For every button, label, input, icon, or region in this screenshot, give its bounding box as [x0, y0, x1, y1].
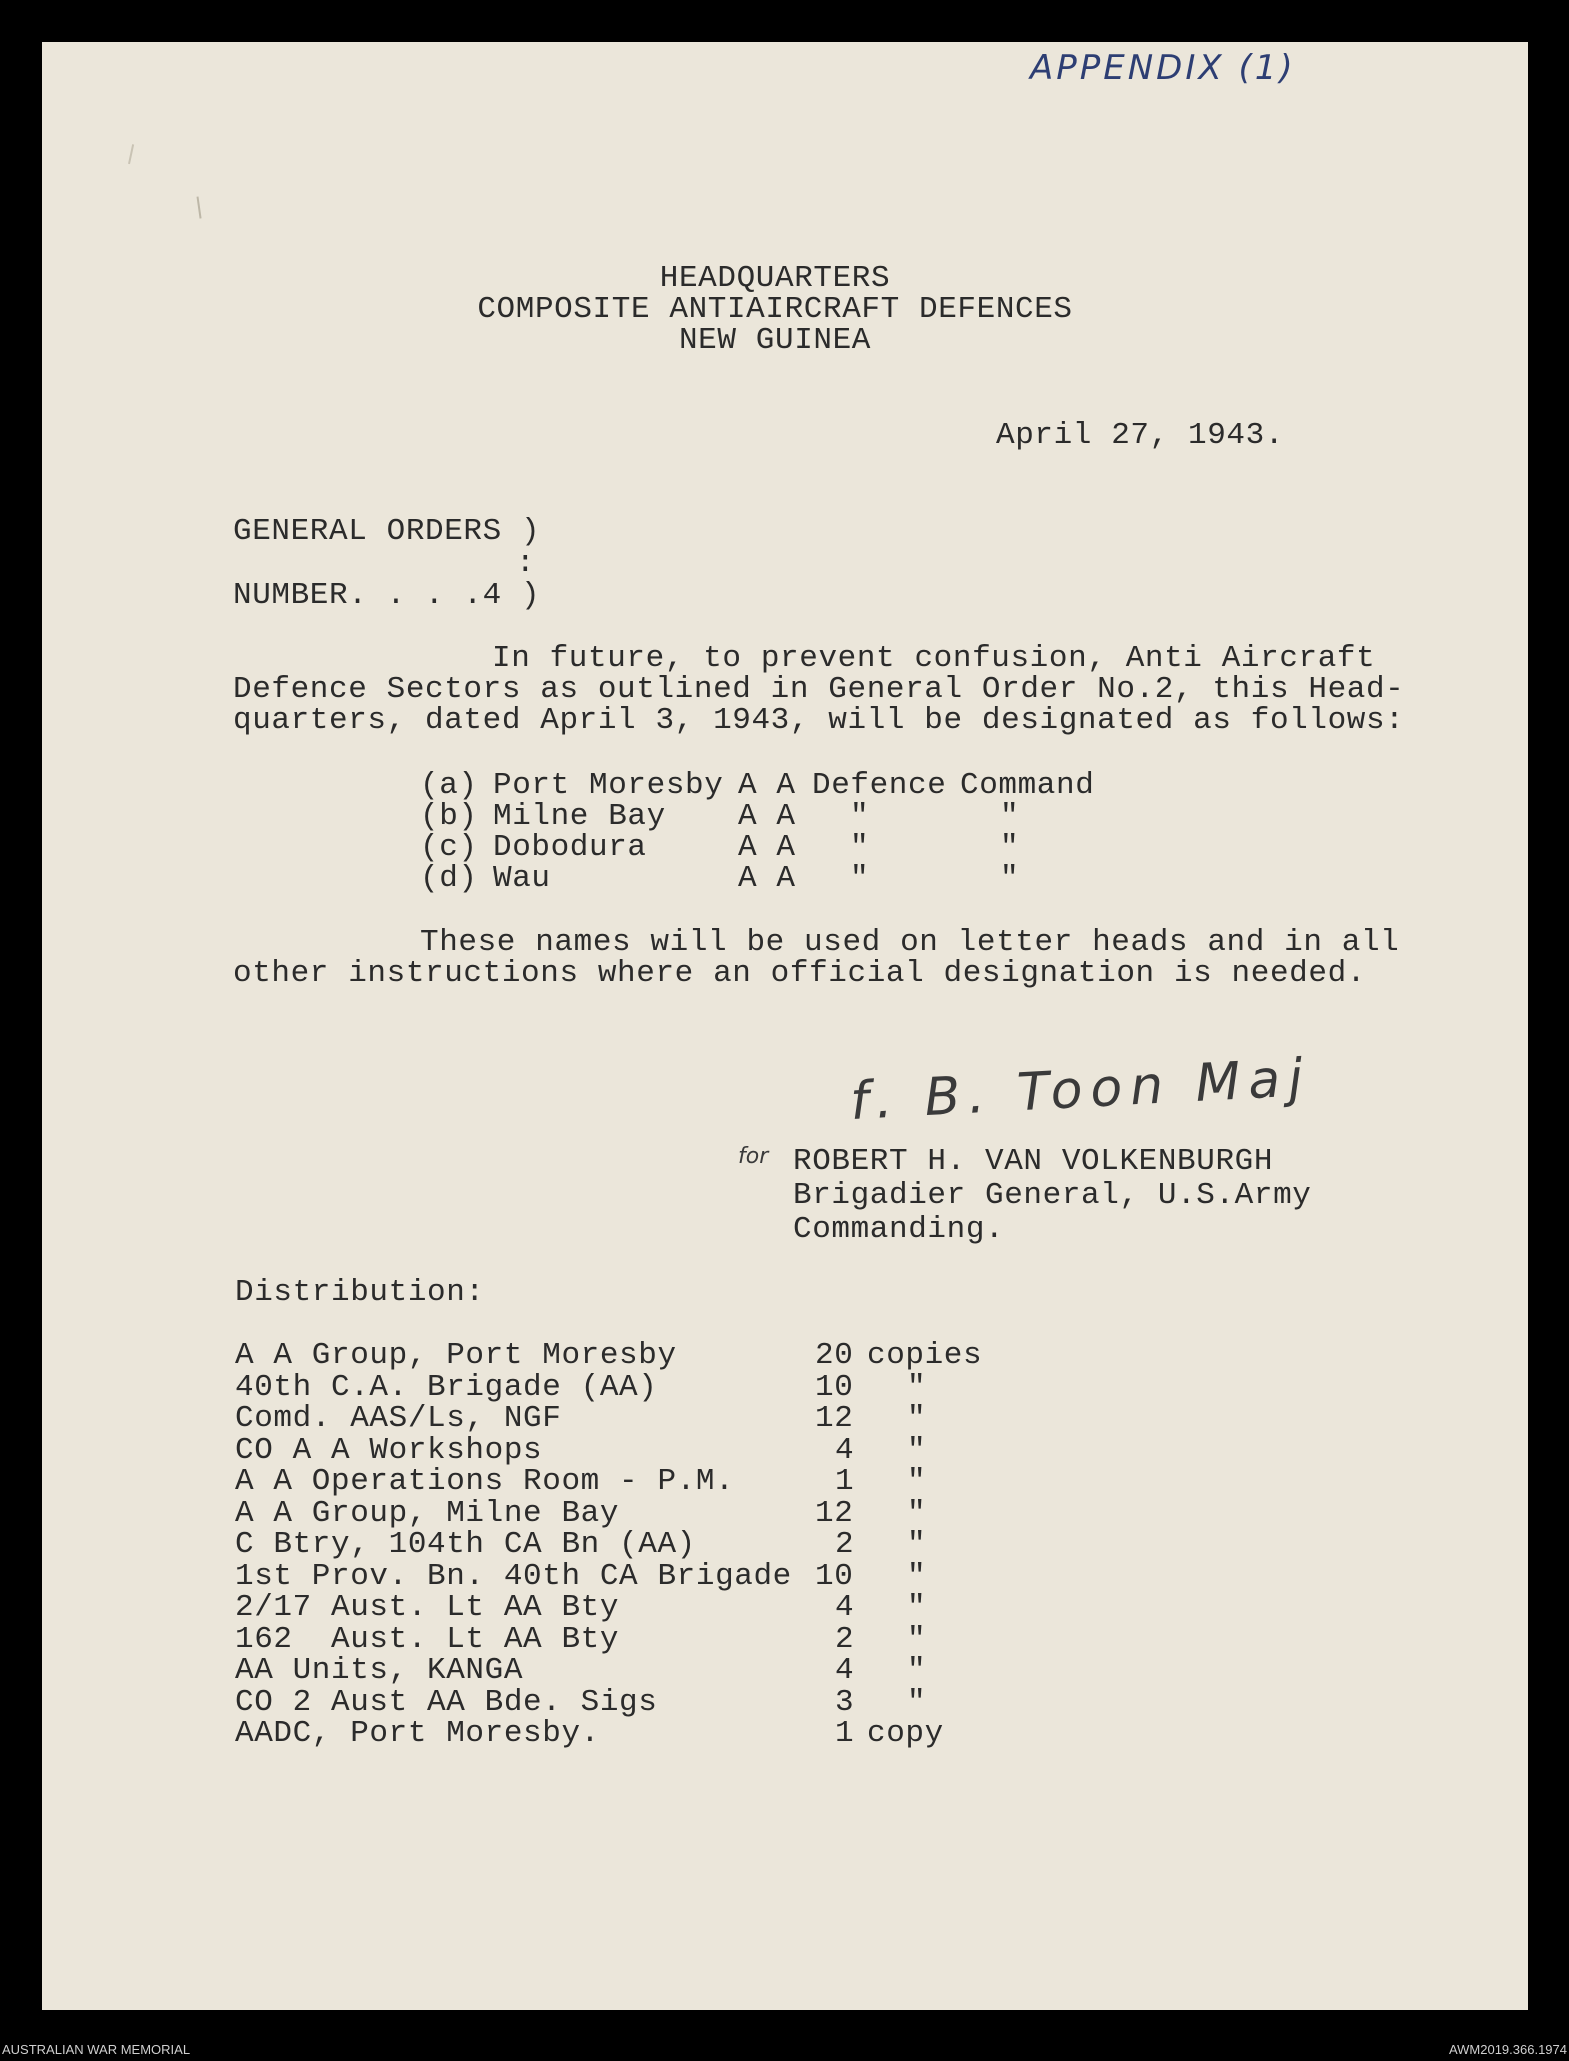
footer-accession-number: AWM2019.366.1974	[1448, 2042, 1567, 2057]
body-para1-line2: Defence Sectors as outlined in General Order No.2, this Head-	[233, 672, 1405, 707]
distribution-row	[235, 1529, 1035, 1561]
distribution-quantity: 3	[835, 1684, 855, 1720]
distribution-copies: "	[907, 1653, 927, 1688]
distribution-unit: A A Group, Milne Bay	[235, 1495, 620, 1531]
distribution-unit: 2/17 Aust. Lt AA Bty	[235, 1590, 620, 1625]
designation-col1: "	[850, 830, 870, 865]
designation-col2: "	[1000, 830, 1020, 865]
distribution-quantity: 20	[815, 1338, 854, 1373]
signatory-name: ROBERT H. VAN VOLKENBURGH	[793, 1144, 1274, 1179]
signature-scrawl: f. B. Toon Maj	[848, 1047, 1313, 1133]
document-date: April 27, 1943.	[996, 418, 1285, 453]
distribution-row	[235, 1403, 1035, 1435]
distribution-unit: CO A A Workshops	[235, 1432, 543, 1468]
designation-letter: (a)	[420, 768, 478, 803]
distribution-copies: "	[907, 1621, 927, 1657]
designation-aa: A A	[738, 768, 796, 803]
distribution-quantity: 4	[835, 1590, 855, 1625]
distribution-unit: AA Units, KANGA	[235, 1653, 524, 1688]
distribution-row	[235, 1684, 1035, 1720]
distribution-quantity: 4	[835, 1432, 855, 1468]
distribution-row	[235, 1718, 1035, 1750]
footer-archive-name: AUSTRALIAN WAR MEMORIAL	[2, 2042, 191, 2057]
distribution-row	[235, 1592, 1035, 1624]
designation-row	[420, 832, 1220, 864]
distribution-unit: 1st Prov. Bn. 40th CA Brigade	[235, 1558, 792, 1594]
designation-place: Wau	[493, 861, 551, 896]
distribution-copies: "	[907, 1495, 927, 1531]
designation-col2: "	[1000, 861, 1020, 896]
orders-colon: :	[516, 546, 536, 581]
designation-letter: (c)	[420, 830, 478, 865]
body-para2-line1: These names will be used on letter heads and in all	[420, 925, 1400, 960]
distribution-heading: Distribution:	[235, 1275, 485, 1310]
general-orders-label: GENERAL ORDERS )	[233, 514, 541, 549]
distribution-unit: C Btry, 104th CA Bn (AA)	[235, 1527, 696, 1562]
header-headquarters: HEADQUARTERS	[659, 261, 891, 296]
designation-col1: "	[850, 799, 870, 834]
designation-col1: "	[850, 861, 870, 896]
distribution-copies: copy	[867, 1716, 944, 1751]
distribution-row	[235, 1621, 1035, 1657]
body-para1-line3: quarters, dated April 3, 1943, will be designated as follows:	[233, 703, 1405, 738]
designation-place: Port Moresby	[493, 768, 724, 803]
designation-row	[420, 770, 1220, 802]
distribution-copies: "	[907, 1590, 927, 1625]
distribution-unit: A A Operations Room - P.M.	[235, 1464, 735, 1499]
designation-row	[420, 863, 1220, 895]
header-location: NEW GUINEA	[678, 323, 872, 358]
designation-letter: (b)	[420, 799, 478, 834]
distribution-quantity: 4	[835, 1653, 855, 1688]
distribution-row	[235, 1558, 1035, 1594]
distribution-unit: A A Group, Port Moresby	[235, 1338, 677, 1373]
appendix-annotation: APPENDIX (1)	[1030, 48, 1296, 88]
designation-aa: A A	[738, 799, 796, 834]
distribution-quantity: 2	[835, 1621, 855, 1657]
distribution-row	[235, 1432, 1035, 1468]
distribution-quantity: 12	[815, 1495, 854, 1531]
distribution-quantity: 10	[815, 1558, 854, 1594]
distribution-row	[235, 1655, 1035, 1687]
distribution-copies: copies	[867, 1338, 983, 1373]
designation-place: Dobodura	[493, 830, 647, 865]
distribution-copies: "	[907, 1401, 927, 1436]
distribution-copies: "	[907, 1464, 927, 1499]
distribution-unit: Comd. AAS/Ls, NGF	[235, 1401, 562, 1436]
designation-aa: A A	[738, 830, 796, 865]
signatory-rank: Brigadier General, U.S.Army	[793, 1178, 1312, 1213]
distribution-row	[235, 1340, 1035, 1372]
distribution-copies: "	[907, 1432, 927, 1468]
distribution-unit: 40th C.A. Brigade (AA)	[235, 1369, 658, 1405]
distribution-quantity: 10	[815, 1369, 854, 1405]
distribution-unit: CO 2 Aust AA Bde. Sigs	[235, 1684, 658, 1720]
distribution-copies: "	[907, 1369, 927, 1405]
distribution-quantity: 12	[815, 1401, 854, 1436]
distribution-quantity: 1	[835, 1464, 855, 1499]
body-para1-line1: In future, to prevent confusion, Anti Aircraft	[492, 641, 1376, 676]
designation-row	[420, 801, 1220, 833]
distribution-unit: 162 Aust. Lt AA Bty	[235, 1621, 620, 1657]
header-unit: COMPOSITE ANTIAIRCRAFT DEFENCES	[477, 292, 1073, 327]
designation-aa: A A	[738, 861, 796, 896]
distribution-copies: "	[907, 1558, 927, 1594]
designation-letter: (d)	[420, 861, 478, 896]
designation-col1: Defence	[812, 768, 947, 803]
distribution-quantity: 2	[835, 1527, 855, 1562]
signatory-role: Commanding.	[793, 1212, 1005, 1247]
distribution-quantity: 1	[835, 1716, 855, 1751]
signature-for-mark: for	[738, 1144, 769, 1169]
body-para2-line2: other instructions where an official designation is needed.	[233, 956, 1366, 991]
distribution-row	[235, 1466, 1035, 1498]
designation-place: Milne Bay	[493, 799, 666, 834]
distribution-row	[235, 1495, 1035, 1531]
distribution-row	[235, 1369, 1035, 1405]
distribution-copies: "	[907, 1527, 927, 1562]
designation-col2: "	[1000, 799, 1020, 834]
distribution-unit: AADC, Port Moresby.	[235, 1716, 600, 1751]
order-number: NUMBER. . . .4 )	[233, 578, 541, 613]
distribution-copies: "	[907, 1684, 927, 1720]
designation-col2: Command	[960, 768, 1095, 803]
